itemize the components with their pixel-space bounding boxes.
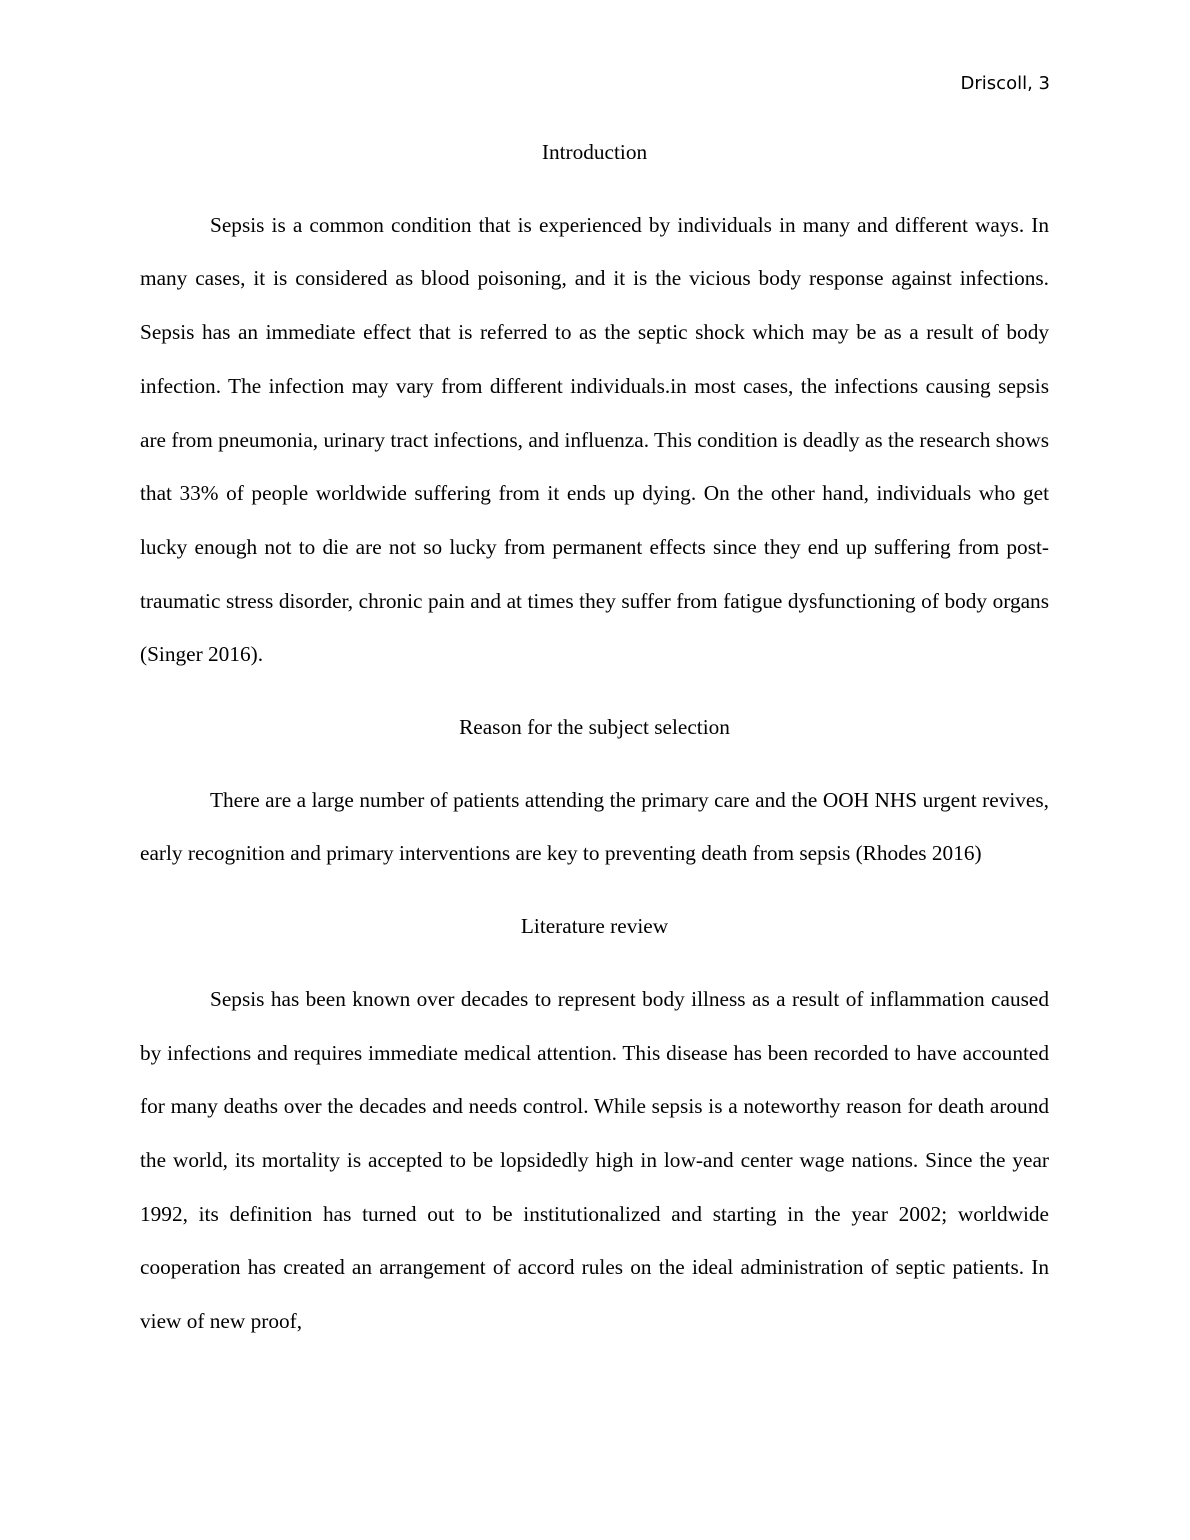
section-heading-literature-review: Literature review — [520, 914, 669, 939]
document-body — [140, 126, 1049, 1368]
paragraph-introduction: Sepsis is a common condition that is experienced by individuals in many and different ways. In many cases, it is considered as blood poisoning, and it is the vicious body response against infections. Sepsis has an immediate effect that is referred to as the septic shock which may be as a result of body infection. The infection may vary from different individuals.in most cases, the infections causing sepsis are from pneumonia, urinary tract infections, and influenza. This condition is deadly as the research shows that 33% of people worldwide suffering from it ends up dying. On the other hand, individuals who get lucky enough not to die are not so lucky from permanent effects since they end up suffering from post-traumatic stress disorder, chronic pain and at times they suffer from fatigue dysfunctioning of body organs (Singer 2016). — [140, 212, 1049, 667]
section-heading-reason: Reason for the subject selection — [459, 715, 730, 740]
paragraph-reason: There are a large number of patients attending the primary care and the OOH NHS urgent revives, early recognition and primary interventions are key to preventing death from sepsis (Rhodes 2016) — [140, 787, 1049, 866]
paragraph-literature-review: Sepsis has been known over decades to represent body illness as a result of inflammation caused by infections and requires immediate medical attention. This disease has been recorded to have accounted for many deaths over the decades and needs control. While sepsis is a noteworthy reason for death around the world, its mortality is accepted to be lopsidedly high in low-and center wage nations. Since the year 1992, its definition has turned out to be institutionalized and starting in the year 2002; worldwide cooperation has created an arrangement of accord rules on the ideal administration of septic patients. In view of new proof, — [140, 986, 1049, 1334]
section-heading-introduction: Introduction — [541, 140, 648, 164]
running-header: Driscoll, 3 — [960, 73, 1050, 94]
